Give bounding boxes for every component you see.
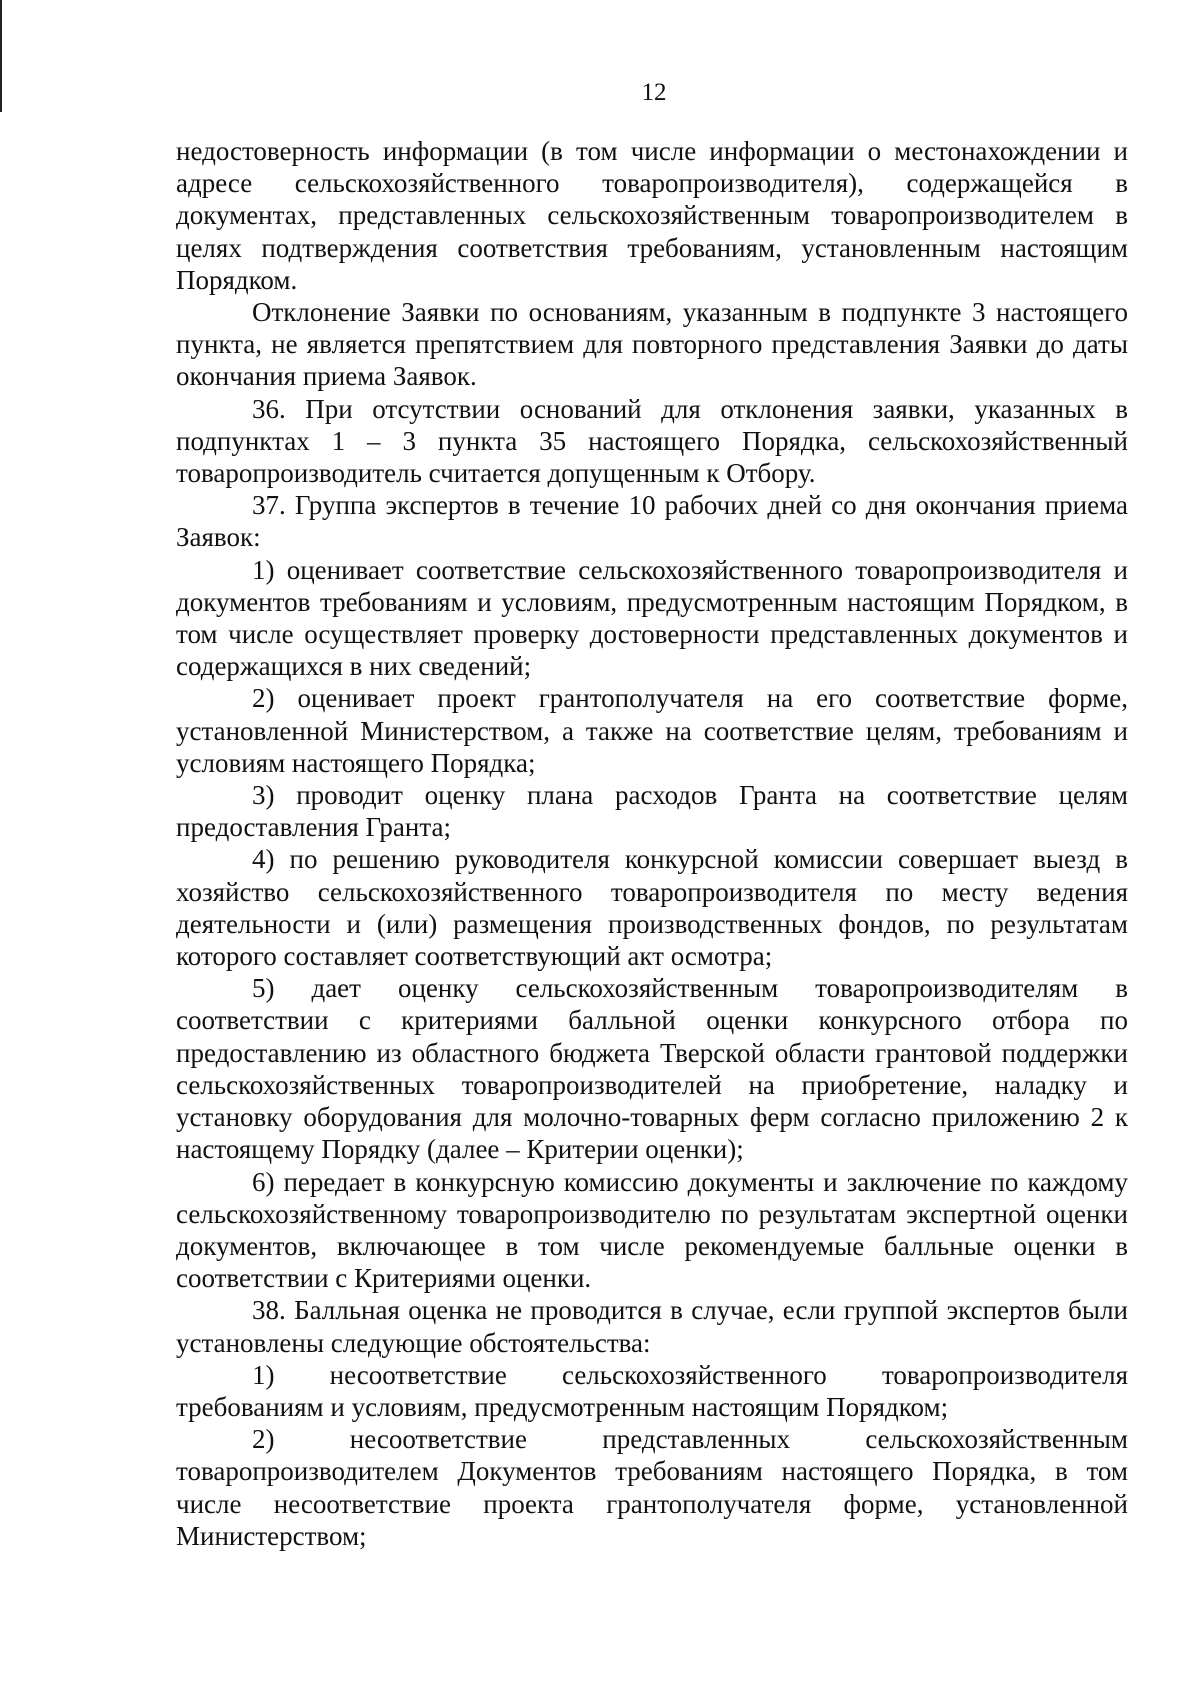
subitem-37-6: 6) передает в конкурсную комиссию документы и заключение по каждому сельскохозяйственному товаропроизводителю по результатам экспертной оценки документов, включающее в том числе рекомендуемые балльные оценки в соответствии с Критериями оценки.: [176, 1166, 1128, 1294]
subitem-37-2: 2) оценивает проект грантополучателя на его соответствие форме, установленной Министерством, а также на соответствие целям, требованиям и условиям настоящего Порядка;: [176, 683, 1128, 778]
paragraph-item-37: 37. Группа экспертов в течение 10 рабочих дней со дня окончания приема Заявок:: [176, 490, 1128, 553]
paragraph-continued: недостоверность информации (в том числе информации о местонахождении и адресе сельскохозяйственного товаропроизводителя), содержащейся в документах, представленных сельскохозяйственным товаропроизводителем в целях подтверждения соответствия требованиям, установленным настоящим Порядком.: [176, 136, 1128, 295]
page-number: 12: [641, 79, 667, 106]
paragraph-item-36: 36. При отсутствии оснований для отклонения заявки, указанных в подпунктах 1 – 3 пункта 35 настоящего Порядка, сельскохозяйственный товаропроизводитель считается допущенным к Отбору.: [176, 393, 1128, 489]
paragraph-item-38: 38. Балльная оценка не проводится в случае, если группой экспертов были установлены следующие обстоятельства:: [176, 1295, 1128, 1358]
subitem-38-2: 2) несоответствие представленных сельскохозяйственным товаропроизводителем Документов требованиям настоящего Порядка, в том числе несоответствие проекта грантополучателя форме, установленной Министерством;: [176, 1424, 1128, 1551]
paragraph: Отклонение Заявки по основаниям, указанным в подпункте 3 настоящего пункта, не является препятствием для повторного представления Заявки до даты окончания приема Заявок.: [176, 297, 1128, 392]
subitem-37-3: 3) проводит оценку плана расходов Гранта на соответствие целям предоставления Гранта;: [176, 780, 1128, 843]
subitem-37-5: 5) дает оценку сельскохозяйственным товаропроизводителям в соответствии с критериями балльной оценки конкурсного отбора по предоставлению из областного бюджета Тверской области грантовой поддержки сельскохозяйственных товаропроизводителей на приобретение, наладку и установку оборудования для молочно-товарных ферм согласно приложению 2 к настоящему Порядку (далее – Критерии оценки);: [176, 973, 1128, 1165]
subitem-37-1: 1) оценивает соответствие сельскохозяйственного товаропроизводителя и документов требованиям и условиям, предусмотренным настоящим Порядком, в том числе осуществляет проверку достоверности представленных документов и содержащихся в них сведений;: [176, 554, 1128, 682]
subitem-37-4: 4) по решению руководителя конкурсной комиссии совершает выезд в хозяйство сельскохозяйственного товаропроизводителя по месту ведения деятельности и (или) размещения производственных фондов, по результатам которого составляет соответствующий акт осмотра;: [176, 844, 1128, 972]
document-body: [176, 135, 1128, 1552]
subitem-38-1: 1) несоответствие сельскохозяйственного товаропроизводителя требованиям и условиям, предусмотренным настоящим Порядком;: [176, 1359, 1128, 1422]
